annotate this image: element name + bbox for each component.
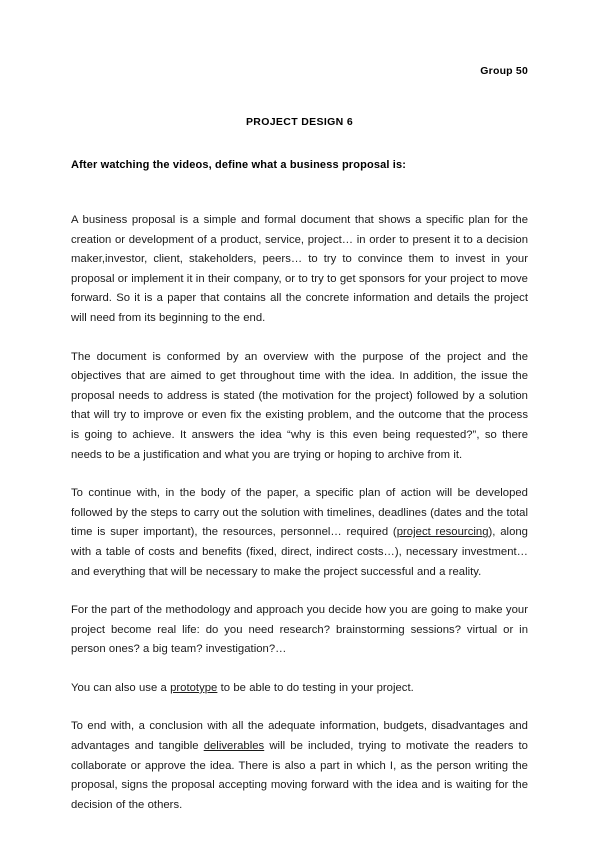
paragraph-plan-text-before: To continue with, in the body of the paper, a specific plan of action will be developed followed by the steps to carry out the solution with timelines, deadlines (dates and the total time is super important), the resources, personnel… required ( <box>71 487 528 539</box>
underlined-term-project-resourcing: project resourcing <box>396 526 489 539</box>
underlined-term-deliverables: deliverables <box>203 740 265 753</box>
paragraph-conclusion <box>71 717 528 815</box>
paragraph-definition: A business proposal is a simple and formal document that shows a specific plan for the creation or development of a product, service, project… in order to present it to a decision maker,investor, client, stakeholders, peers… to try to convince them to invest in your proposal or implement it in their company, or to try to get sponsors for your project to move forward. So it is a paper that contains all the concrete information and details the project will need from its beginning to the end. <box>71 214 528 324</box>
section-heading-question: After watching the videos, define what a business proposal is: <box>71 159 407 171</box>
underlined-term-prototype: prototype <box>170 681 218 694</box>
page-title: PROJECT DESIGN 6 <box>245 116 354 128</box>
paragraph-overview-objectives: The document is conformed by an overview with the purpose of the project and the objectives that are aimed to get throughout time with the idea. In addition, the issue the proposal needs to address is stated (the motivation for the project) followed by a solution that will try to improve or even fix the existing problem, and the outcome that the process is going to achieve. It answers the idea “why is this even being requested?”, so there needs to be a justification and what you are trying or hoping to archive from it. <box>71 350 528 461</box>
document-content-column <box>71 0 528 815</box>
paragraph-plan-of-action <box>71 484 528 582</box>
paragraph-methodology: For the part of the methodology and approach you decide how you are going to make your project become real life: do you need research? brainstorming sessions? virtual or in person ones? a big team? investigation?… <box>71 604 528 656</box>
document-body <box>71 211 528 815</box>
paragraph-plan-text-after: ), along with a table of costs and benefits (fixed, direct, indirect costs…), necessary investment… and everything that will be necessary to make the project successful and a reality. <box>71 526 528 578</box>
paragraph-prototype-text-before: You can also use a <box>71 681 171 694</box>
paragraph-conclusion-text-before: To end with, a conclusion with all the adequate information, budgets, disadvantages and advantages and tangible <box>71 720 528 753</box>
page-header-group-label: Group 50 <box>480 65 528 77</box>
paragraph-prototype-text-after: to be able to do testing in your project. <box>217 681 414 694</box>
paragraph-conclusion-text-after: will be included, trying to motivate the readers to collaborate or approve the idea. There is also a part in which I, as the person writing the proposal, signs the proposal accepting moving forward with the idea and is waiting for the decision of the others. <box>71 740 528 811</box>
paragraph-prototype <box>71 679 528 699</box>
